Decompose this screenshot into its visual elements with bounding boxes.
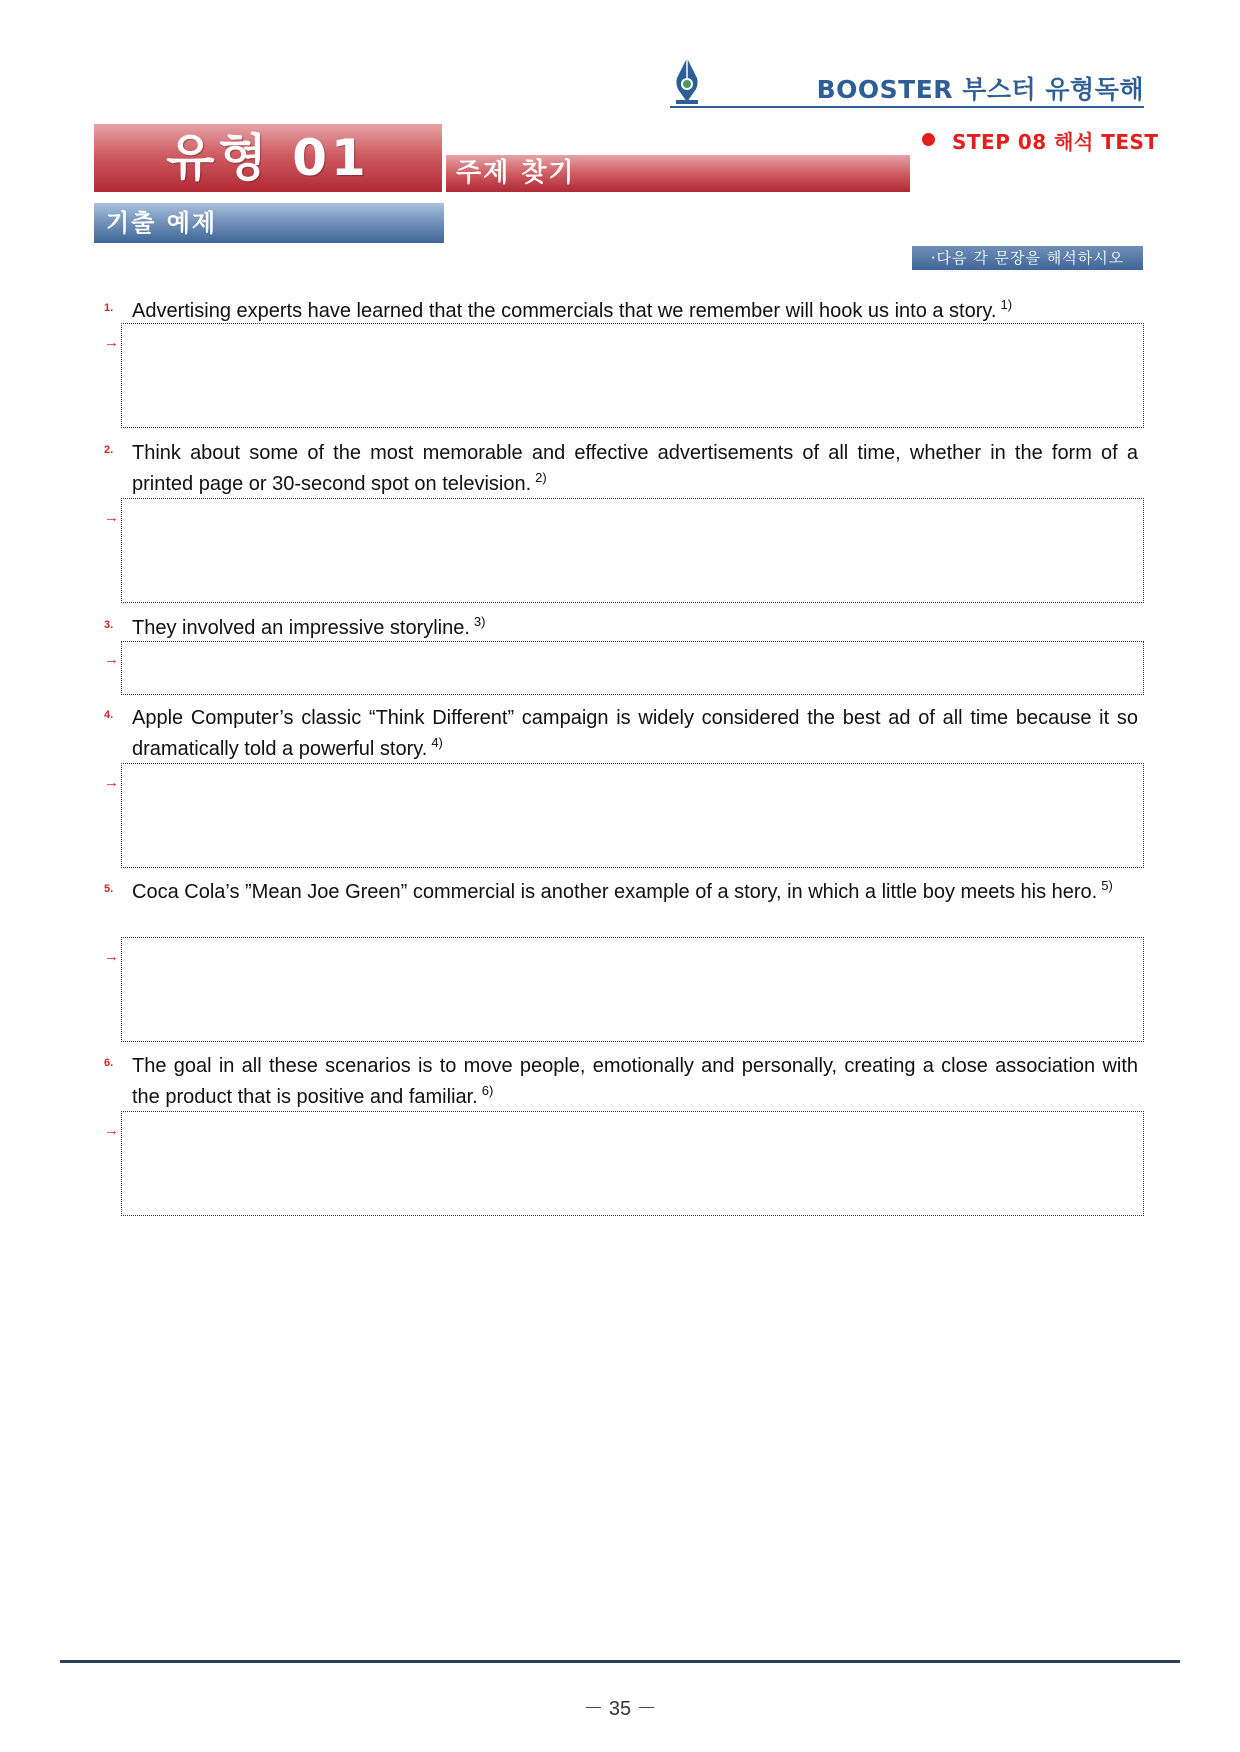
question-text: The goal in all these scenarios is to move people, emotionally and personally, creating a close association with the product that is positive and familiar. $^{6)}$ [132, 1055, 1138, 1108]
section-banner: 기출 예제 [94, 203, 444, 243]
answer-box[interactable] [121, 323, 1144, 428]
answer-box[interactable] [121, 498, 1144, 603]
question-ref: 4) [431, 735, 443, 751]
question-ref: 5) [1101, 878, 1113, 894]
question-ref: 1) [1000, 297, 1013, 313]
question-ref: 2) [535, 470, 547, 486]
question-number: 6. [104, 1057, 114, 1069]
question-ref: 3) [473, 614, 486, 630]
arrow-icon: → [104, 334, 119, 351]
arrow-icon: → [104, 774, 119, 791]
question-number: 1. [104, 302, 114, 314]
footer-divider [60, 1660, 1180, 1663]
question-number: 2. [104, 444, 114, 456]
question-text: Coca Cola’s ”Mean Joe Green” commercial is another example of a story, in which a little boy meets his hero. $^{5)}$ [132, 878, 1113, 903]
question-text: They involved an impressive storyline. $^{3)}$ [132, 614, 486, 639]
question-number: 5. [104, 883, 114, 895]
arrow-icon: → [104, 509, 119, 526]
type-title-banner: 유형 01 [94, 124, 442, 192]
brand-title: BOOSTER 부스터 유형독해 [816, 75, 1144, 104]
brand-divider [670, 106, 1144, 108]
arrow-icon: → [104, 948, 119, 965]
step-label: STEP 08 해석 TEST [952, 130, 1159, 154]
page-number: － 35 － [583, 1698, 657, 1720]
step-bullet-icon [922, 133, 935, 146]
answer-box[interactable] [121, 937, 1144, 1042]
arrow-icon: → [104, 651, 119, 668]
question-text: Think about some of the most memorable and effective advertisements of all time, whether in the form of a printed page or 30-second spot on television. $^{2)}$ [132, 442, 1138, 495]
instruction-label: ·다음 각 문장을 해석하시오 [912, 246, 1143, 270]
arrow-icon: → [104, 1122, 119, 1139]
answer-box[interactable] [121, 763, 1144, 868]
question-text: Apple Computer’s classic “Think Different” campaign is widely considered the best ad of all time because it so dramatically told a powerful story. $^{4)}$ [132, 707, 1138, 760]
answer-box[interactable] [121, 1111, 1144, 1216]
question-text: Advertising experts have learned that the commercials that we remember will hook us into a story. $^{1)}$ [132, 297, 1013, 322]
pen-nib-logo-icon [670, 56, 704, 106]
topic-banner: 주제 찾기 [446, 155, 910, 192]
answer-box[interactable] [121, 641, 1144, 695]
question-ref: 6) [481, 1083, 494, 1099]
question-number: 4. [104, 709, 114, 721]
question-number: 3. [104, 619, 114, 631]
